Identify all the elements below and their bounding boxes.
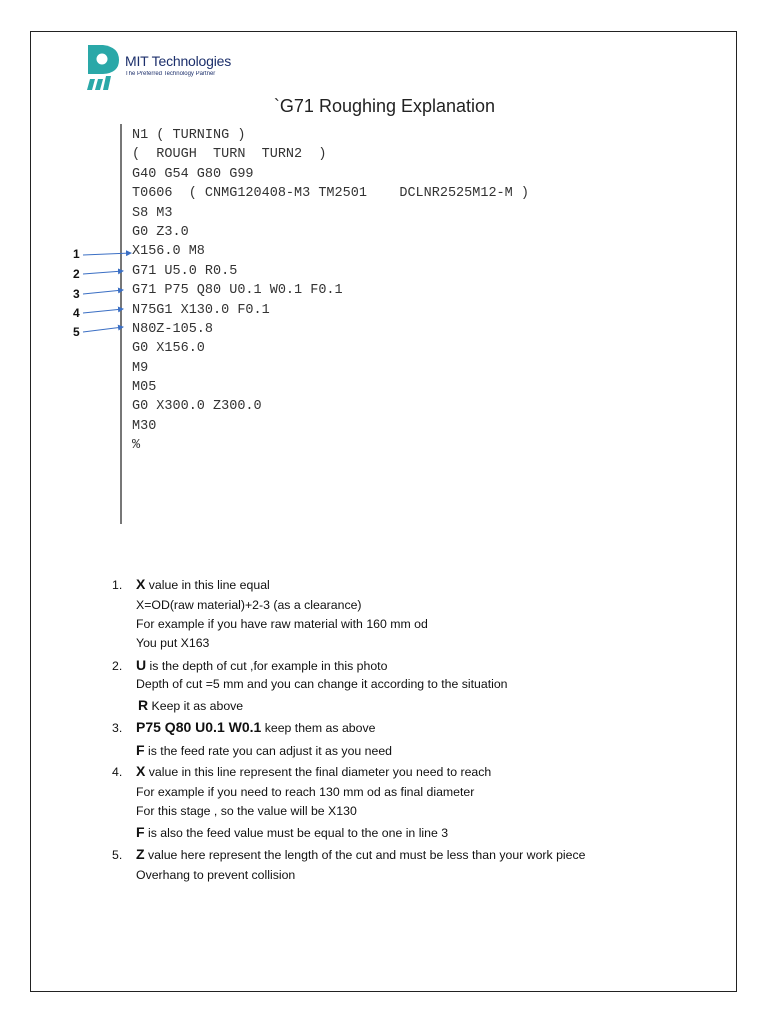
code-line: S8 M3 — [132, 205, 173, 221]
list-item: P75 Q80 U0.1 W0.1 keep them as above — [136, 719, 376, 735]
logo-tagline: The Preferred Technology Partner — [125, 71, 216, 77]
arrow-1 — [83, 253, 131, 255]
code-line: M9 — [132, 360, 149, 376]
code-line: G40 G54 G80 G99 — [132, 166, 254, 182]
marker-4: 4 — [73, 306, 80, 320]
document-page — [30, 31, 737, 992]
keyword: U — [136, 657, 147, 673]
list-item-line: Overhang to prevent collision — [136, 868, 296, 882]
logo-name: MIT Technologies — [125, 53, 232, 69]
list-item-line: F is the feed rate you can adjust it as you need — [136, 742, 393, 758]
code-line: G71 U5.0 R0.5 — [132, 263, 238, 279]
code-margin-line — [120, 124, 122, 524]
code-line: N80Z-105.8 — [132, 321, 214, 337]
list-item-line: For example if you need to reach 130 mm od as final diameter — [136, 785, 475, 799]
list-item-line: For example if you have raw material with 160 mm od — [136, 617, 428, 631]
code-line: % — [132, 438, 141, 454]
code-line: X156.0 M8 — [132, 244, 205, 260]
list-item: X value in this line represent the final diameter you need to reach — [136, 763, 492, 779]
company-logo — [85, 43, 245, 93]
list-number: 3. — [112, 721, 123, 735]
marker-2: 2 — [73, 267, 80, 281]
code-line: G0 X156.0 — [132, 341, 205, 357]
gcode-listing — [132, 126, 529, 456]
code-line: G0 Z3.0 — [132, 224, 189, 240]
list-number: 2. — [112, 659, 123, 673]
code-line: M30 — [132, 418, 157, 434]
list-item-line: R Keep it as above — [138, 697, 244, 713]
code-line: G0 X300.0 Z300.0 — [132, 399, 262, 415]
keyword: F — [136, 824, 145, 840]
list-item-line: F is also the feed value must be equal to the one in line 3 — [136, 824, 449, 840]
arrow-4 — [83, 309, 123, 313]
marker-1: 1 — [73, 247, 80, 261]
code-line: ( ROUGH TURN TURN2 ) — [132, 147, 327, 163]
keyword: R — [138, 697, 149, 713]
list-number: 1. — [112, 578, 123, 592]
logo-mark-icon — [85, 43, 123, 91]
list-item: U is the depth of cut ,for example in this photo — [136, 657, 388, 673]
list-item-line: X=OD(raw material)+2-3 (as a clearance) — [136, 598, 362, 612]
page-title: `G71 Roughing Explanation — [273, 96, 496, 116]
arrow-3 — [83, 290, 123, 294]
list-item-line: You put X163 — [136, 636, 210, 650]
list-number: 4. — [112, 765, 123, 779]
list-item: Z value here represent the length of the cut and must be less than your work piece — [136, 846, 586, 862]
code-line: G71 P75 Q80 U0.1 W0.1 F0.1 — [132, 283, 343, 299]
list-item-line: Depth of cut =5 mm and you can change it according to the situation — [136, 677, 508, 691]
keyword: Z — [136, 846, 145, 862]
keyword: X — [136, 576, 146, 592]
marker-5: 5 — [73, 325, 80, 339]
list-number: 5. — [112, 848, 123, 862]
list-item: X value in this line equal — [136, 576, 270, 592]
keyword: F — [136, 742, 145, 758]
list-item-line: For this stage , so the value will be X130 — [136, 804, 357, 818]
marker-3: 3 — [73, 287, 80, 301]
code-line: M05 — [132, 380, 157, 396]
keyword: X — [136, 763, 146, 779]
arrow-2 — [83, 271, 123, 274]
code-line: T0606 ( CNMG120408-M3 TM2501 DCLNR2525M12-M ) — [132, 186, 529, 202]
code-line: N1 ( TURNING ) — [132, 128, 246, 143]
code-line: N75G1 X130.0 F0.1 — [132, 302, 270, 318]
arrow-5 — [83, 327, 123, 332]
keyword: P75 Q80 U0.1 W0.1 — [136, 719, 262, 735]
